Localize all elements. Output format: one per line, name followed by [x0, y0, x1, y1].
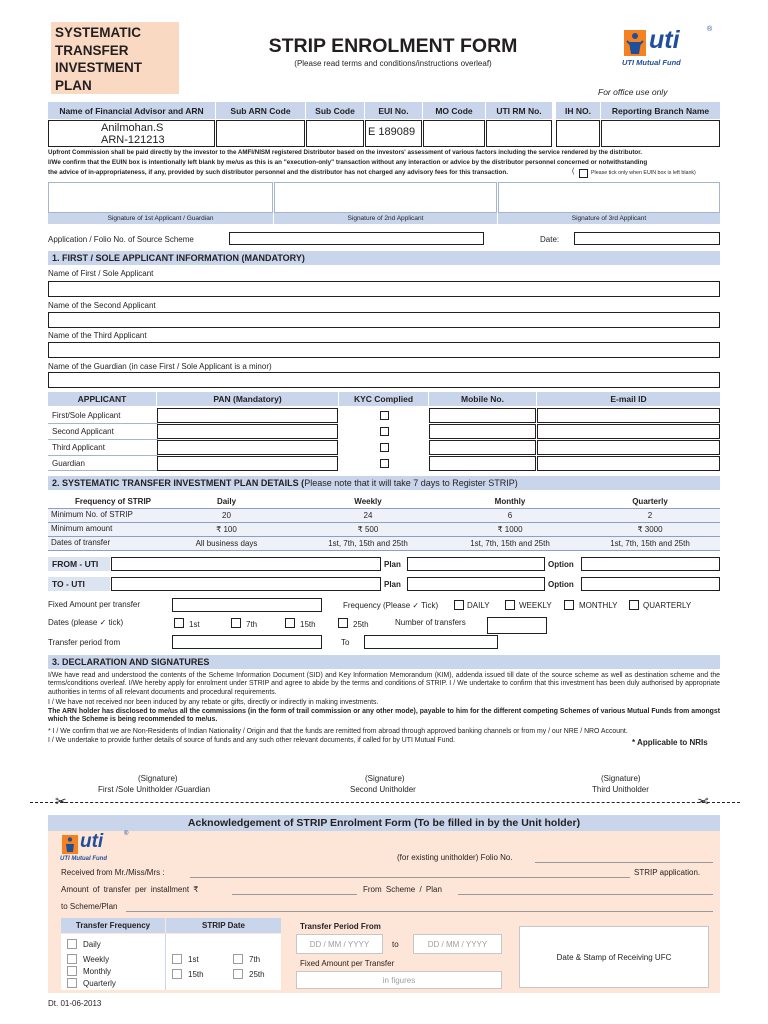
ack-period-label: Transfer Period From — [300, 922, 381, 931]
third-applicant-input[interactable] — [48, 342, 720, 358]
date-label: Date: — [540, 235, 560, 244]
rm-no-field[interactable] — [486, 120, 552, 147]
declaration-para-5: I / We undertake to provide further details of source of funds and any such other relevant documents, if called for by UTI Mutual Fund. — [48, 737, 456, 744]
from-scheme-input[interactable] — [111, 557, 381, 571]
signature-word: (Signature) — [601, 774, 641, 783]
ack-date-25th-label: 25th — [249, 970, 265, 979]
ack-amount-label: Amount of transfer per installment ₹ — [61, 885, 199, 894]
folio-input[interactable] — [229, 232, 484, 245]
freq-quarterly-label: QUARTERLY — [643, 601, 692, 610]
to-uti-label: TO - UTI — [48, 577, 110, 591]
date-7th-label: 7th — [246, 620, 258, 629]
signature-box-2[interactable] — [274, 182, 497, 213]
ack-fixed-amount-label: Fixed Amount per Transfer — [300, 959, 395, 968]
pan-header: PAN (Mandatory) — [157, 392, 338, 406]
ack-stamp-label: Date & Stamp of Receiving UFC — [556, 952, 672, 962]
col-header-sub-code: Sub Code — [306, 102, 364, 119]
mobile-input[interactable] — [429, 408, 536, 423]
ack-folio-label: (for existing unitholder) Folio No. — [397, 853, 513, 862]
ack-mini-divider — [165, 934, 166, 990]
freq-weekly-checkbox[interactable] — [505, 600, 515, 610]
office-use-label: For office use only — [598, 87, 668, 97]
email-input[interactable] — [537, 440, 720, 455]
ack-period-from-input[interactable]: DD / MM / YYYY — [296, 934, 383, 954]
signature-word: (Signature) — [365, 774, 405, 783]
to-plan-input[interactable] — [407, 577, 545, 591]
third-applicant-label: Name of the Third Applicant — [48, 331, 147, 340]
kyc-checkbox[interactable] — [380, 443, 389, 452]
eui-value: E 189089 — [368, 126, 416, 138]
col-header-sub-arn: Sub ARN Code — [216, 102, 305, 119]
freq-header: Monthly — [494, 497, 526, 506]
ack-period-to-word: to — [392, 940, 399, 949]
guardian-label: Name of the Guardian (in case First / Sole Applicant is a minor) — [48, 362, 272, 371]
applicant-header: APPLICANT — [48, 392, 156, 406]
ack-strip-application: STRIP application. — [634, 868, 701, 877]
num-transfers-input[interactable] — [487, 617, 547, 634]
freq-header: Daily — [216, 497, 237, 506]
col-header-advisor: Name of Financial Advisor and ARN — [48, 102, 215, 119]
first-applicant-label: Name of First / Sole Applicant — [48, 269, 154, 278]
dates-label: Dates (please ✓ tick) — [48, 618, 124, 627]
ack-quarterly-label: Quarterly — [83, 979, 116, 988]
section-2-title-note: Please note that it will take 7 days to Register STRIP) — [304, 478, 518, 488]
pan-input[interactable] — [157, 408, 338, 423]
tick-note: Please tick only when EUIN box is left blank) — [591, 170, 696, 176]
from-uti-label: FROM - UTI — [48, 557, 110, 571]
scissors-icon: ✂ — [697, 793, 709, 809]
euin-blank-checkbox[interactable] — [579, 169, 588, 178]
pan-input[interactable] — [157, 424, 338, 439]
section-2-title — [48, 476, 720, 490]
advisor-field[interactable] — [48, 120, 215, 147]
ack-monthly-label: Monthly — [83, 967, 112, 976]
kyc-checkbox[interactable] — [380, 411, 389, 420]
freq-quarterly-checkbox[interactable] — [629, 600, 639, 610]
plan-line: PLAN — [55, 77, 92, 93]
mobile-input[interactable] — [429, 456, 536, 471]
ack-date-7th-checkbox[interactable] — [233, 954, 243, 964]
from-plan-label: Plan — [384, 560, 401, 569]
date-1st-label: 1st — [189, 620, 200, 629]
ack-logo-registered: ® — [124, 831, 129, 837]
freq-value: ₹ 1000 — [497, 525, 523, 534]
ack-title: Acknowledgement of STRIP Enrolment Form (To be filled in by the Unit holder) — [48, 815, 720, 831]
scissors-icon: ✂ — [55, 793, 67, 809]
ack-date-15th-checkbox[interactable] — [172, 969, 182, 979]
ack-uti-logo — [60, 833, 140, 865]
kyc-checkbox[interactable] — [380, 459, 389, 468]
freq-value: 24 — [363, 511, 373, 520]
freq-value: 1st, 7th, 15th and 25th — [470, 539, 550, 548]
ack-from-scheme: From Scheme / Plan — [363, 885, 442, 894]
ack-to-scheme-line — [126, 911, 713, 912]
frequency-label: Frequency (Please ✓ Tick) — [343, 601, 439, 610]
second-applicant-label: Name of the Second Applicant — [48, 301, 156, 310]
row-divider — [48, 423, 158, 424]
email-input[interactable] — [537, 456, 720, 471]
date-15th-label: 15th — [300, 620, 316, 629]
eui-field[interactable] — [365, 120, 422, 147]
ack-logo-figure-icon — [62, 835, 78, 854]
first-applicant-input[interactable] — [48, 281, 720, 297]
period-to-input[interactable] — [364, 635, 498, 649]
email-input[interactable] — [537, 408, 720, 423]
ack-amount-line — [232, 894, 357, 895]
signature-role-1: First /Sole Unitholder /Guardian — [98, 785, 211, 794]
freq-row-line — [48, 550, 720, 551]
col-header-rm-no: UTI RM No. — [486, 102, 552, 119]
col-header-mo-code: MO Code — [423, 102, 485, 119]
to-option-label: Option — [548, 580, 574, 589]
row-divider — [48, 455, 158, 456]
mo-code-field[interactable] — [423, 120, 485, 147]
date-15th-checkbox[interactable] — [285, 618, 295, 628]
to-scheme-input[interactable] — [111, 577, 381, 591]
date-7th-checkbox[interactable] — [231, 618, 241, 628]
freq-value: All business days — [195, 539, 258, 548]
period-from-label: Transfer period from — [48, 638, 121, 647]
ack-daily-checkbox[interactable] — [67, 939, 77, 949]
freq-header: Weekly — [354, 497, 382, 506]
ack-date-25th-checkbox[interactable] — [233, 969, 243, 979]
freq-daily-label: DAILY — [467, 601, 490, 610]
col-header-ih-no: IH NO. — [556, 102, 600, 119]
applicant-row-label: Guardian — [52, 459, 85, 468]
euin-note-line3: the advice of in-appropriateness, if any, provided by such distributor personnel and the distributor has not charged any advisory fees for this transaction. — [48, 169, 508, 176]
ack-daily-label: Daily — [83, 940, 101, 949]
to-plan-label: Plan — [384, 580, 401, 589]
form-title: STRIP ENROLMENT FORM — [268, 35, 518, 57]
freq-value: ₹ 100 — [216, 525, 237, 534]
ack-date-7th-label: 7th — [249, 955, 261, 964]
from-option-input[interactable] — [581, 557, 720, 571]
kyc-checkbox[interactable] — [380, 427, 389, 436]
col-header-branch: Reporting Branch Name — [601, 102, 720, 119]
row-divider — [48, 470, 158, 471]
freq-weekly-label: WEEKLY — [519, 601, 552, 610]
freq-header: Quarterly — [632, 497, 668, 506]
freq-value: 2 — [647, 511, 653, 520]
declaration-para-3: The ARN holder has disclosed to me/us all the commissions (in the form of trail commission or any other mode), payable to him for the different competing Schemes of various Mutual Funds from amongst which the Scheme is being recommended to me/us. — [48, 708, 720, 724]
branch-field[interactable] — [601, 120, 720, 147]
kyc-header: KYC Complied — [339, 392, 428, 406]
fixed-amount-input[interactable] — [172, 598, 322, 612]
section-3-title: 3. DECLARATION AND SIGNATURES — [48, 655, 720, 669]
section-2-title-text: 2. SYSTEMATIC TRANSFER INVESTMENT PLAN DETAILS ( — [52, 478, 305, 488]
ack-date-15th-label: 15th — [188, 970, 204, 979]
cut-line — [30, 802, 740, 803]
pan-input[interactable] — [157, 440, 338, 455]
ack-date-1st-label: 1st — [188, 955, 199, 964]
freq-value: ₹ 500 — [357, 525, 379, 534]
nri-note: * Applicable to NRIs — [632, 738, 708, 747]
period-from-input[interactable] — [172, 635, 322, 649]
sub-arn-field[interactable] — [216, 120, 305, 147]
signature-role-2: Second Unitholder — [350, 785, 416, 794]
plan-line: SYSTEMATIC — [55, 25, 142, 40]
freq-value: 20 — [222, 511, 231, 520]
ack-quarterly-checkbox[interactable] — [67, 978, 77, 988]
ack-fixed-amount-input[interactable]: in figures — [296, 971, 502, 989]
form-subtitle: (Please read terms and conditions/instructions overleaf) — [294, 59, 492, 68]
declaration-para-2: I / We have not received nor been induced by any rebate or gifts, directly or indirectly in making investments. — [48, 699, 379, 706]
freq-daily-checkbox[interactable] — [454, 600, 464, 610]
freq-value: 1st, 7th, 15th and 25th — [610, 539, 690, 548]
signature-label-3: Signature of 3rd Applicant — [498, 213, 720, 224]
date-1st-checkbox[interactable] — [174, 618, 184, 628]
email-input[interactable] — [537, 424, 720, 439]
logo-caption: UTI Mutual Fund — [622, 58, 681, 67]
ack-monthly-checkbox[interactable] — [67, 966, 77, 976]
row-divider — [48, 439, 158, 440]
logo-registered: ® — [707, 26, 713, 33]
signature-label-2: Signature of 2nd Applicant — [274, 213, 497, 224]
ack-folio-line — [535, 862, 713, 863]
ack-period-to-input[interactable]: DD / MM / YYYY — [413, 934, 502, 954]
pan-input[interactable] — [157, 456, 338, 471]
section-1-title: 1. FIRST / SOLE APPLICANT INFORMATION (MANDATORY) — [48, 251, 720, 265]
commission-note: Upfront Commission shall be paid directly by the investor to the AMFI/NISM registered Distributor based on the investors' assessment of various factors including the service rendered by the distributor. — [48, 149, 642, 156]
ack-received-label: Received from Mr./Miss/Mrs : — [61, 868, 165, 877]
applicant-row-label: Third Applicant — [52, 443, 105, 452]
applicant-row-label: Second Applicant — [52, 427, 114, 436]
ack-logo-wordmark: uti — [80, 831, 104, 852]
ack-from-scheme-line — [458, 894, 713, 895]
tick-note-paren: ( — [572, 168, 575, 175]
freq-value: ₹ 3000 — [637, 525, 663, 534]
folio-label: Application / Folio No. of Source Scheme — [48, 235, 194, 244]
date-25th-label: 25th — [353, 620, 369, 629]
uti-logo — [622, 28, 714, 68]
form-date-code: Dt. 01-06-2013 — [48, 999, 102, 1008]
ih-no-field[interactable] — [556, 120, 600, 147]
from-plan-input[interactable] — [407, 557, 545, 571]
fixed-amount-label: Fixed Amount per transfer — [48, 600, 141, 609]
plan-title-block — [51, 22, 179, 94]
freq-row-label: Dates of transfer — [51, 538, 111, 547]
mobile-header: Mobile No. — [429, 392, 536, 406]
ack-date-header: STRIP Date — [202, 921, 245, 930]
freq-header: Frequency of STRIP — [74, 497, 151, 506]
freq-row-label: Minimum No. of STRIP — [51, 510, 133, 519]
signature-box-1[interactable] — [48, 182, 273, 213]
applicant-row-label: First/Sole Applicant — [52, 411, 121, 420]
second-applicant-input[interactable] — [48, 312, 720, 328]
guardian-input[interactable] — [48, 372, 720, 388]
logo-wordmark: uti — [649, 26, 680, 54]
email-header: E-mail ID — [537, 392, 720, 406]
date-25th-checkbox[interactable] — [338, 618, 348, 628]
freq-row-label: Minimum amount — [51, 524, 113, 533]
mobile-input[interactable] — [429, 424, 536, 439]
declaration-para-4: * I / We confirm that we are Non-Residents of Indian Nationality / Origin and that the funds are remitted from abroad through approved banking channels or from my / our NRE / NRO Account. — [48, 728, 628, 735]
plan-line: TRANSFER — [55, 42, 129, 58]
ack-weekly-checkbox[interactable] — [67, 954, 77, 964]
ack-date-1st-checkbox[interactable] — [172, 954, 182, 964]
from-option-label: Option — [548, 560, 574, 569]
signature-box-3[interactable] — [498, 182, 720, 213]
sub-code-field[interactable] — [306, 120, 364, 147]
mobile-input[interactable] — [429, 440, 536, 455]
date-input[interactable] — [574, 232, 720, 245]
advisor-name: Anilmohan.S — [101, 122, 164, 134]
declaration-para-1: I/We have read and understood the contents of the Scheme Information Document (SID) and Key Information Memorandum (KIM), addenda issued till date of the source scheme as well as destination scheme and the terms/conditions overleaf. I/We hereby apply for enrolment under STRIP and agree to abide by the terms and conditions of STRIP. I / We undertake to confirm that this investment has been duly authorised by appropriate authorities in terms of all relevant documents and procedural requirements. — [48, 672, 720, 696]
ack-received-line — [190, 877, 630, 878]
advisor-arn: ARN-121213 — [101, 134, 165, 146]
ack-logo-caption: UTI Mutual Fund — [60, 856, 107, 862]
signature-label-1: Signature of 1st Applicant / Guardian — [48, 213, 273, 224]
ack-weekly-label: Weekly — [83, 955, 110, 964]
signature-role-3: Third Unitholder — [592, 785, 649, 794]
signature-word: (Signature) — [138, 774, 178, 783]
logo-figure-icon — [624, 30, 646, 56]
plan-line: INVESTMENT — [55, 60, 143, 75]
col-header-eui: EUI No. — [365, 102, 422, 119]
freq-value: 1st, 7th, 15th and 25th — [328, 539, 408, 548]
euin-note-line2: I/We confirm that the EUIN box is intentionally left blank by me/us as this is an "execution-only" transaction without any interaction or advice by the distributor personnel concerned or notwithstanding — [48, 159, 648, 166]
ack-to-scheme: to Scheme/Plan — [61, 902, 118, 911]
num-transfers-label: Number of transfers — [395, 618, 466, 627]
freq-monthly-checkbox[interactable] — [564, 600, 574, 610]
period-to-label: To — [341, 638, 350, 647]
freq-value: 6 — [507, 511, 513, 520]
freq-monthly-label: MONTHLY — [579, 601, 618, 610]
ack-freq-header: Transfer Frequency — [75, 921, 151, 930]
to-option-input[interactable] — [581, 577, 720, 591]
